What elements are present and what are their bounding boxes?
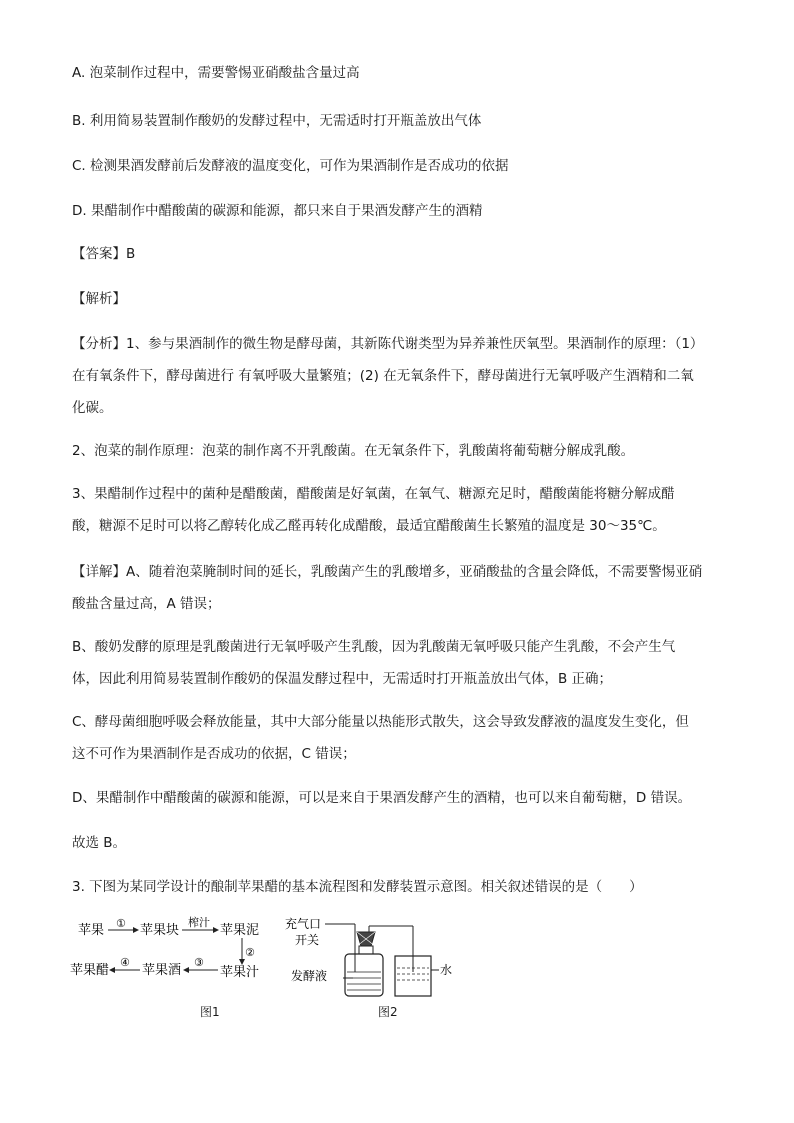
analysis-p3-line1: 3、果醋制作过程中的菌种是醋酸菌，醋酸菌是好氧菌，在氧气、糖源充足时，醋酸菌能将糖分解成醋 [72, 486, 675, 502]
node-apple: 苹果 [78, 923, 105, 938]
option-a: A. 泡菜制作过程中，需要警惕亚硝酸盐含量过高 [72, 65, 360, 81]
step-2: ② [245, 946, 255, 959]
step-juicing: 榨汁 [188, 916, 210, 929]
analysis-p3-line2: 酸，糖源不足时可以将乙醇转化成乙醛再转化成醋酸，最适宜醋酸菌生长繁殖的温度是 30～35℃。 [72, 518, 666, 534]
figure-2-caption: 图2 [378, 1005, 398, 1019]
detail-b-line2: 体，因此利用简易装置制作酸奶的保温发酵过程中，无需适时打开瓶盖放出气体，B 正确； [72, 671, 613, 687]
bottle-neck [359, 946, 373, 954]
detail-b-line1: B、酸奶发酵的原理是乳酸菌进行无氧呼吸产生乳酸，因为乳酸菌无氧呼吸只能产生乳酸，不会产生气 [72, 639, 676, 655]
analysis-p1-line1: 【分析】1、参与果酒制作的微生物是酵母菌，其新陈代谢类型为异养兼性厌氧型。果酒制作的原理：（1） [72, 336, 704, 352]
step-4: ④ [120, 956, 130, 969]
node-apple-juice: 苹果汁 [220, 965, 260, 980]
node-apple-wine: 苹果酒 [142, 963, 182, 978]
analysis-header: 【解析】 [72, 291, 126, 307]
label-switch: 开关 [295, 933, 320, 947]
option-c: C. 检测果酒发酵前后发酵液的温度变化，可作为果酒制作是否成功的依据 [72, 158, 509, 174]
answer: 【答案】B [72, 246, 136, 262]
node-apple-puree: 苹果泥 [220, 923, 260, 938]
analysis-p2: 2、泡菜的制作原理：泡菜的制作离不开乳酸菌。在无氧条件下，乳酸菌将葡萄糖分解成乳酸。 [72, 443, 635, 459]
label-inlet: 充气口 [285, 917, 322, 931]
step-3: ③ [194, 956, 204, 969]
detail-a-line2: 酸盐含量过高，A 错误； [72, 596, 221, 612]
detail-c-line1: C、酵母菌细胞呼吸会释放能量，其中大部分能量以热能形式散失，这会导致发酵液的温度发生变化，但 [72, 714, 689, 730]
option-b: B. 利用简易装置制作酸奶的发酵过程中，无需适时打开瓶盖放出气体 [72, 113, 482, 129]
conclusion: 故选 B。 [72, 835, 127, 851]
analysis-p1-line2: 在有氧条件下，酵母菌进行 有氧呼吸大量繁殖；(2) 在无氧条件下，酵母菌进行无氧呼吸产生酒精和二氧 [72, 368, 694, 384]
option-d: D. 果醋制作中醋酸菌的碳源和能源，都只来自于果酒发酵产生的酒精 [72, 203, 483, 219]
analysis-p1-line3: 化碳。 [72, 400, 113, 416]
label-liquid: 发酵液 [291, 969, 328, 983]
node-apple-chunks: 苹果块 [140, 923, 180, 938]
question-3-stem: 3. 下图为某同学设计的酿制苹果醋的基本流程图和发酵装置示意图。相关叙述错误的是（ ） [72, 879, 643, 895]
detail-c-line2: 这不可作为果酒制作是否成功的依据，C 错误； [72, 746, 356, 762]
figure-1-flowchart [70, 912, 270, 992]
figure-1-caption: 图1 [200, 1005, 220, 1019]
figure-2-apparatus [285, 912, 465, 1002]
label-water: 水 [440, 963, 453, 977]
step-1: ① [116, 917, 126, 930]
node-apple-vinegar: 苹果醋 [70, 963, 110, 978]
detail-d: D、果醋制作中醋酸菌的碳源和能源，可以是来自于果酒发酵产生的酒精，也可以来自葡萄糖，D 错误。 [72, 790, 692, 806]
detail-a-line1: 【详解】A、随着泡菜腌制时间的延长，乳酸菌产生的乳酸增多，亚硝酸盐的含量会降低，不需要警惕亚硝 [72, 564, 703, 580]
